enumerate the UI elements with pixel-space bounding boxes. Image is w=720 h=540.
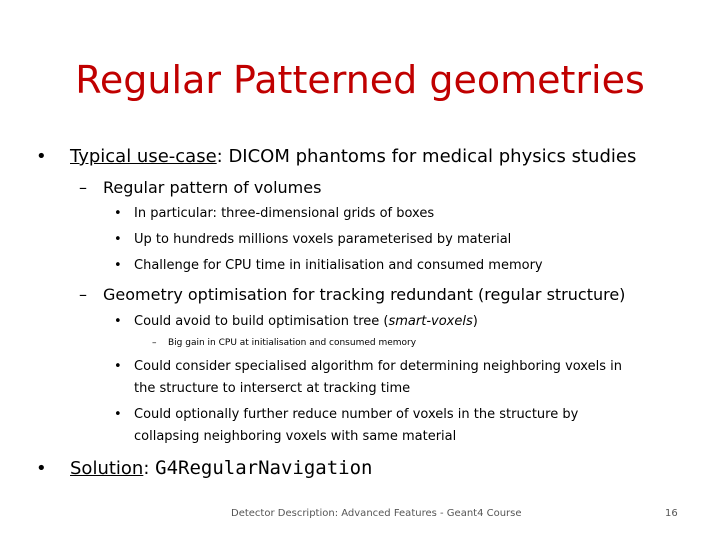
bullet-marker: • <box>114 314 122 329</box>
item-text-line2: collapsing neighboring voxels with same material <box>134 429 457 444</box>
typical-use-case-text: : DICOM phantoms for medical physics studies <box>216 146 637 167</box>
item-three-dimensional-grids <box>114 206 434 221</box>
bullet-marker: • <box>36 458 47 479</box>
geometry-optimisation-text: Geometry optimisation for tracking redundant (regular structure) <box>103 285 626 304</box>
solution-label: Solution <box>70 458 144 479</box>
bullet-marker: • <box>114 407 122 422</box>
solution-code: G4RegularNavigation <box>155 457 373 479</box>
item-hundreds-millions-voxels <box>114 232 511 247</box>
sub-bullet-regular-pattern <box>79 178 321 197</box>
bullet-marker: • <box>114 258 122 273</box>
bullet-marker: • <box>114 359 122 374</box>
solution-colon: : <box>143 458 156 479</box>
big-gain-text: Big gain in CPU at initialisation and consumed memory <box>168 338 417 348</box>
dash-marker: – <box>152 338 157 348</box>
bullet-marker: • <box>114 232 122 247</box>
typical-use-case-label: Typical use-case <box>70 146 217 167</box>
item-text-line1: Could consider specialised algorithm for determining neighboring voxels in <box>134 359 622 374</box>
dash-marker: – <box>79 285 87 304</box>
item-text: In particular: three-dimensional grids of boxes <box>134 206 435 221</box>
page-number: 16 <box>665 508 678 519</box>
item-reduce-voxels-cont <box>134 429 456 444</box>
smart-voxels-term: smart-voxels <box>388 314 473 329</box>
dash-marker: – <box>79 178 87 197</box>
item-text: Challenge for CPU time in initialisation and consumed memory <box>134 258 543 273</box>
bullet-marker: • <box>114 206 122 221</box>
item-cpu-time-challenge <box>114 258 543 273</box>
item-avoid-optimisation-tree <box>114 314 478 329</box>
item-text-line1: Could optionally further reduce number of voxels in the structure by <box>134 407 579 422</box>
item-text: Could avoid to build optimisation tree ( <box>134 314 389 329</box>
item-text-end: ) <box>472 314 478 329</box>
bullet-solution <box>36 457 372 479</box>
sub-bullet-geometry-optimisation <box>79 285 625 304</box>
slide-title: Regular Patterned geometries <box>75 58 645 102</box>
item-specialised-algorithm-cont <box>134 381 410 396</box>
bullet-marker: • <box>36 146 47 167</box>
bullet-typical-use-case <box>36 146 636 167</box>
footer-text: Detector Description: Advanced Features - Geant4 Course <box>231 508 522 519</box>
item-text-line2: the structure to interserct at tracking time <box>134 381 411 396</box>
regular-pattern-text: Regular pattern of volumes <box>103 178 322 197</box>
sub-item-big-gain <box>152 338 416 348</box>
item-text: Up to hundreds millions voxels parameterised by material <box>134 232 512 247</box>
item-specialised-algorithm <box>114 359 622 374</box>
item-reduce-voxels <box>114 407 578 422</box>
